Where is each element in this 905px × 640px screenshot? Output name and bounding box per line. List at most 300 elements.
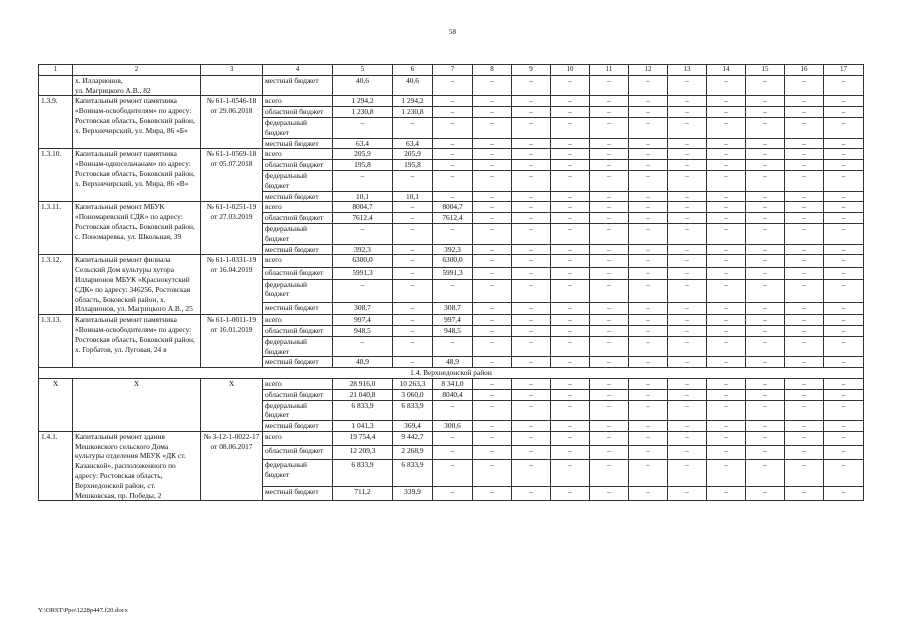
item-name: Капитальный ремонт памятника «Воинам-освободителям» по адресу: Ростовская область, Боковский район, х. Верхнечирский, ул. Мира, 86 «Б» xyxy=(73,96,201,149)
value-col12: – xyxy=(629,325,668,336)
value-col7: – xyxy=(433,223,473,244)
value-col17: – xyxy=(824,357,864,368)
value-col7: 5991,3 xyxy=(433,267,473,279)
value-col15: – xyxy=(746,378,785,389)
value-col12: – xyxy=(629,75,668,96)
value-col12: – xyxy=(629,149,668,160)
header-cell: 8 xyxy=(473,65,512,76)
header-cell: 7 xyxy=(433,65,473,76)
header-cell: 6 xyxy=(393,65,433,76)
page-number: 58 xyxy=(449,28,456,36)
value-col14: – xyxy=(707,446,746,460)
funding-source: федеральный бюджет xyxy=(263,400,333,421)
value-col5: 195,8 xyxy=(333,160,393,171)
value-col10: – xyxy=(551,191,590,202)
value-col17: – xyxy=(824,378,864,389)
value-col16: – xyxy=(785,202,824,213)
value-col10: – xyxy=(551,255,590,267)
value-col10: – xyxy=(551,487,590,501)
value-col14: – xyxy=(707,279,746,302)
value-col15: – xyxy=(746,302,785,314)
item-document: № 61-1-0251-19 от 27.03.2019 xyxy=(201,202,263,255)
item-code xyxy=(39,75,73,96)
value-col16: – xyxy=(785,267,824,279)
value-col12: – xyxy=(629,202,668,213)
value-col13: – xyxy=(668,213,707,224)
value-col5: 12 209,3 xyxy=(333,446,393,460)
value-col11: – xyxy=(590,267,629,279)
value-col5: 6 833,9 xyxy=(333,460,393,487)
value-col15: – xyxy=(746,149,785,160)
value-col12: – xyxy=(629,431,668,445)
section-title: 1.4. Верхнедонской район xyxy=(39,368,864,379)
value-col16: – xyxy=(785,107,824,118)
value-col5: 1 041,3 xyxy=(333,421,393,432)
value-col17: – xyxy=(824,325,864,336)
value-col7: – xyxy=(433,191,473,202)
header-cell: 17 xyxy=(824,65,864,76)
value-col12: – xyxy=(629,302,668,314)
value-col15: – xyxy=(746,75,785,96)
value-col6: – xyxy=(393,213,433,224)
value-col6: 63,4 xyxy=(393,138,433,149)
value-col11: – xyxy=(590,96,629,107)
value-col7: – xyxy=(433,170,473,191)
value-col10: – xyxy=(551,107,590,118)
item-code: 1.3.12. xyxy=(39,255,73,315)
value-col5: 40,6 xyxy=(333,75,393,96)
header-cell: 13 xyxy=(668,65,707,76)
funding-source: федеральный бюджет xyxy=(263,223,333,244)
value-col10: – xyxy=(551,213,590,224)
value-col11: – xyxy=(590,75,629,96)
value-col8: – xyxy=(473,302,512,314)
value-col8: – xyxy=(473,244,512,255)
value-col13: – xyxy=(668,117,707,138)
value-col10: – xyxy=(551,446,590,460)
value-col5: – xyxy=(333,223,393,244)
value-col14: – xyxy=(707,325,746,336)
value-col7: 48,9 xyxy=(433,357,473,368)
value-col15: – xyxy=(746,421,785,432)
value-col11: – xyxy=(590,255,629,267)
value-col12: – xyxy=(629,336,668,357)
value-col10: – xyxy=(551,170,590,191)
value-col14: – xyxy=(707,223,746,244)
value-col12: – xyxy=(629,267,668,279)
funding-source: местный бюджет xyxy=(263,357,333,368)
value-col9: – xyxy=(512,302,551,314)
value-col5: 28 916,0 xyxy=(333,378,393,389)
value-col6: – xyxy=(393,117,433,138)
value-col8: – xyxy=(473,400,512,421)
value-col10: – xyxy=(551,149,590,160)
value-col6: 369,4 xyxy=(393,421,433,432)
value-col7: 8004,7 xyxy=(433,202,473,213)
value-col5: 948,5 xyxy=(333,325,393,336)
value-col7: – xyxy=(433,149,473,160)
value-col14: – xyxy=(707,160,746,171)
value-col13: – xyxy=(668,191,707,202)
table-body xyxy=(39,65,864,501)
value-col16: – xyxy=(785,223,824,244)
value-col16: – xyxy=(785,138,824,149)
value-col17: – xyxy=(824,315,864,326)
value-col14: – xyxy=(707,244,746,255)
value-col6: 6 833,9 xyxy=(393,400,433,421)
value-col14: – xyxy=(707,107,746,118)
item-code: 1.4.1. xyxy=(39,431,73,501)
value-col15: – xyxy=(746,279,785,302)
funding-source: местный бюджет xyxy=(263,191,333,202)
value-col17: – xyxy=(824,400,864,421)
funding-source: всего xyxy=(263,149,333,160)
value-col15: – xyxy=(746,244,785,255)
value-col10: – xyxy=(551,325,590,336)
value-col9: – xyxy=(512,357,551,368)
value-col9: – xyxy=(512,160,551,171)
value-col6: 10 263,3 xyxy=(393,378,433,389)
value-col7: – xyxy=(433,75,473,96)
value-col9: – xyxy=(512,460,551,487)
value-col9: – xyxy=(512,244,551,255)
value-col11: – xyxy=(590,389,629,400)
value-col16: – xyxy=(785,325,824,336)
value-col7: – xyxy=(433,336,473,357)
value-col17: – xyxy=(824,279,864,302)
value-col16: – xyxy=(785,389,824,400)
value-col14: – xyxy=(707,302,746,314)
value-col13: – xyxy=(668,279,707,302)
item-name: х. Илларионов, ул. Магрицкого А.В., 82 xyxy=(73,75,201,96)
value-col11: – xyxy=(590,336,629,357)
value-col17: – xyxy=(824,487,864,501)
value-col16: – xyxy=(785,160,824,171)
value-col17: – xyxy=(824,149,864,160)
value-col13: – xyxy=(668,160,707,171)
value-col7: 8 341,0 xyxy=(433,378,473,389)
funding-source: федеральный бюджет xyxy=(263,170,333,191)
value-col13: – xyxy=(668,378,707,389)
value-col8: – xyxy=(473,315,512,326)
value-col7: – xyxy=(433,446,473,460)
value-col5: 8004,7 xyxy=(333,202,393,213)
value-col10: – xyxy=(551,431,590,445)
value-col12: – xyxy=(629,279,668,302)
value-col13: – xyxy=(668,107,707,118)
value-col13: – xyxy=(668,75,707,96)
item-name: Капитальный ремонт МБУК «Пономаревский СДК» по адресу: Ростовская область, Боковский район, с. Пономаревка, ул. Школьная, 39 xyxy=(73,202,201,255)
value-col5: 6 833,9 xyxy=(333,400,393,421)
value-col13: – xyxy=(668,244,707,255)
value-col14: – xyxy=(707,191,746,202)
value-col17: – xyxy=(824,460,864,487)
value-col17: – xyxy=(824,117,864,138)
header-cell: 11 xyxy=(590,65,629,76)
value-col17: – xyxy=(824,107,864,118)
value-col15: – xyxy=(746,431,785,445)
value-col8: – xyxy=(473,431,512,445)
value-col13: – xyxy=(668,315,707,326)
value-col10: – xyxy=(551,389,590,400)
value-col7: – xyxy=(433,400,473,421)
value-col8: – xyxy=(473,96,512,107)
value-col15: – xyxy=(746,400,785,421)
value-col13: – xyxy=(668,421,707,432)
item-document: Х xyxy=(201,378,263,431)
value-col7: 948,5 xyxy=(433,325,473,336)
value-col15: – xyxy=(746,325,785,336)
funding-source: местный бюджет xyxy=(263,75,333,96)
value-col15: – xyxy=(746,223,785,244)
value-col16: – xyxy=(785,255,824,267)
value-col17: – xyxy=(824,96,864,107)
value-col9: – xyxy=(512,431,551,445)
value-col8: – xyxy=(473,325,512,336)
value-col12: – xyxy=(629,223,668,244)
value-col13: – xyxy=(668,202,707,213)
value-col6: – xyxy=(393,255,433,267)
value-col5: 48,9 xyxy=(333,357,393,368)
value-col11: – xyxy=(590,170,629,191)
value-col5: 1 230,8 xyxy=(333,107,393,118)
value-col11: – xyxy=(590,487,629,501)
value-col13: – xyxy=(668,431,707,445)
value-col7: 8040,4 xyxy=(433,389,473,400)
value-col6: 1 230,8 xyxy=(393,107,433,118)
value-col16: – xyxy=(785,357,824,368)
value-col9: – xyxy=(512,75,551,96)
value-col5: 5991,3 xyxy=(333,267,393,279)
value-col9: – xyxy=(512,202,551,213)
value-col16: – xyxy=(785,336,824,357)
value-col11: – xyxy=(590,213,629,224)
value-col14: – xyxy=(707,267,746,279)
value-col10: – xyxy=(551,75,590,96)
value-col11: – xyxy=(590,431,629,445)
value-col16: – xyxy=(785,315,824,326)
item-code: 1.3.11. xyxy=(39,202,73,255)
value-col17: – xyxy=(824,389,864,400)
value-col10: – xyxy=(551,279,590,302)
value-col6: 3 060,0 xyxy=(393,389,433,400)
funding-source: областной бюджет xyxy=(263,267,333,279)
value-col7: 6300,0 xyxy=(433,255,473,267)
value-col12: – xyxy=(629,107,668,118)
value-col9: – xyxy=(512,325,551,336)
value-col16: – xyxy=(785,244,824,255)
value-col9: – xyxy=(512,213,551,224)
value-col15: – xyxy=(746,460,785,487)
value-col6: – xyxy=(393,267,433,279)
funding-source: местный бюджет xyxy=(263,302,333,314)
value-col11: – xyxy=(590,357,629,368)
value-col14: – xyxy=(707,255,746,267)
value-col7: 7612,4 xyxy=(433,213,473,224)
item-code: Х xyxy=(39,378,73,431)
value-col16: – xyxy=(785,191,824,202)
value-col14: – xyxy=(707,400,746,421)
item-name: Капитальный ремонт памятника «Воинам-освободителям» по адресу: Ростовская область, Боковский район, х. Горбатов, ул. Луговая, 24 в xyxy=(73,315,201,368)
value-col15: – xyxy=(746,213,785,224)
value-col12: – xyxy=(629,378,668,389)
value-col17: – xyxy=(824,255,864,267)
header-cell: 3 xyxy=(201,65,263,76)
value-col8: – xyxy=(473,487,512,501)
value-col9: – xyxy=(512,107,551,118)
value-col6: – xyxy=(393,315,433,326)
item-document: № 61-1-0331-19 от 16.04.2019 xyxy=(201,255,263,315)
value-col11: – xyxy=(590,421,629,432)
value-col5: – xyxy=(333,117,393,138)
value-col8: – xyxy=(473,170,512,191)
value-col8: – xyxy=(473,223,512,244)
value-col8: – xyxy=(473,267,512,279)
header-cell: 12 xyxy=(629,65,668,76)
value-col11: – xyxy=(590,446,629,460)
funding-source: областной бюджет xyxy=(263,446,333,460)
value-col14: – xyxy=(707,202,746,213)
value-col16: – xyxy=(785,302,824,314)
funding-source: областной бюджет xyxy=(263,213,333,224)
table-row xyxy=(39,149,864,160)
value-col12: – xyxy=(629,389,668,400)
value-col5: 21 040,8 xyxy=(333,389,393,400)
value-col14: – xyxy=(707,460,746,487)
value-col15: – xyxy=(746,117,785,138)
value-col9: – xyxy=(512,255,551,267)
value-col9: – xyxy=(512,400,551,421)
value-col9: – xyxy=(512,421,551,432)
value-col12: – xyxy=(629,138,668,149)
value-col17: – xyxy=(824,244,864,255)
value-col13: – xyxy=(668,389,707,400)
value-col6: – xyxy=(393,279,433,302)
table-row xyxy=(39,96,864,107)
value-col10: – xyxy=(551,336,590,357)
value-col9: – xyxy=(512,170,551,191)
value-col6: 2 268,9 xyxy=(393,446,433,460)
value-col16: – xyxy=(785,460,824,487)
budget-table xyxy=(38,64,864,501)
value-col14: – xyxy=(707,96,746,107)
value-col9: – xyxy=(512,389,551,400)
value-col12: – xyxy=(629,460,668,487)
table-row xyxy=(39,431,864,445)
value-col9: – xyxy=(512,315,551,326)
value-col17: – xyxy=(824,336,864,357)
value-col5: 308,7 xyxy=(333,302,393,314)
value-col15: – xyxy=(746,170,785,191)
value-col15: – xyxy=(746,160,785,171)
funding-source: федеральный бюджет xyxy=(263,279,333,302)
value-col6: – xyxy=(393,336,433,357)
header-cell: 2 xyxy=(73,65,201,76)
value-col11: – xyxy=(590,279,629,302)
value-col16: – xyxy=(785,431,824,445)
value-col6: 40,6 xyxy=(393,75,433,96)
value-col14: – xyxy=(707,431,746,445)
value-col6: 205,9 xyxy=(393,149,433,160)
value-col8: – xyxy=(473,213,512,224)
value-col12: – xyxy=(629,357,668,368)
value-col16: – xyxy=(785,400,824,421)
value-col11: – xyxy=(590,117,629,138)
value-col15: – xyxy=(746,446,785,460)
value-col13: – xyxy=(668,149,707,160)
value-col5: 205,9 xyxy=(333,149,393,160)
funding-source: местный бюджет xyxy=(263,138,333,149)
value-col8: – xyxy=(473,336,512,357)
value-col6: – xyxy=(393,302,433,314)
value-col13: – xyxy=(668,170,707,191)
value-col17: – xyxy=(824,446,864,460)
value-col9: – xyxy=(512,446,551,460)
funding-source: всего xyxy=(263,378,333,389)
value-col13: – xyxy=(668,255,707,267)
value-col14: – xyxy=(707,378,746,389)
value-col17: – xyxy=(824,302,864,314)
item-name: Капитальный ремонт филиала Сельский Дом культуры хутора Илларионов МБУК «Краснокутский СДК» по адресу: 346256, Ростовская область, Боковский район, х. Илларионов, ул. Магрицкого А.В., 25 xyxy=(73,255,201,315)
value-col7: – xyxy=(433,431,473,445)
value-col7: – xyxy=(433,96,473,107)
value-col14: – xyxy=(707,170,746,191)
header-cell: 14 xyxy=(707,65,746,76)
value-col8: – xyxy=(473,389,512,400)
value-col8: – xyxy=(473,160,512,171)
value-col9: – xyxy=(512,223,551,244)
table-row xyxy=(39,378,864,389)
value-col9: – xyxy=(512,378,551,389)
value-col10: – xyxy=(551,378,590,389)
value-col14: – xyxy=(707,138,746,149)
value-col17: – xyxy=(824,160,864,171)
value-col13: – xyxy=(668,223,707,244)
value-col14: – xyxy=(707,389,746,400)
value-col13: – xyxy=(668,302,707,314)
value-col8: – xyxy=(473,446,512,460)
funding-source: всего xyxy=(263,255,333,267)
value-col15: – xyxy=(746,96,785,107)
item-document: № 61-1-0546-18 от 29.06.2018 xyxy=(201,96,263,149)
value-col10: – xyxy=(551,267,590,279)
value-col7: 392,3 xyxy=(433,244,473,255)
value-col14: – xyxy=(707,75,746,96)
value-col16: – xyxy=(785,421,824,432)
value-col10: – xyxy=(551,315,590,326)
value-col10: – xyxy=(551,460,590,487)
value-col13: – xyxy=(668,446,707,460)
value-col5: – xyxy=(333,170,393,191)
value-col14: – xyxy=(707,357,746,368)
value-col13: – xyxy=(668,460,707,487)
value-col11: – xyxy=(590,191,629,202)
item-name: Х xyxy=(73,378,201,431)
value-col15: – xyxy=(746,357,785,368)
value-col17: – xyxy=(824,138,864,149)
value-col13: – xyxy=(668,267,707,279)
value-col16: – xyxy=(785,117,824,138)
value-col12: – xyxy=(629,96,668,107)
value-col6: 6 833,9 xyxy=(393,460,433,487)
value-col8: – xyxy=(473,255,512,267)
value-col5: 63,4 xyxy=(333,138,393,149)
value-col6: – xyxy=(393,170,433,191)
value-col15: – xyxy=(746,487,785,501)
value-col6: – xyxy=(393,325,433,336)
section-row xyxy=(39,368,864,379)
value-col6: – xyxy=(393,244,433,255)
